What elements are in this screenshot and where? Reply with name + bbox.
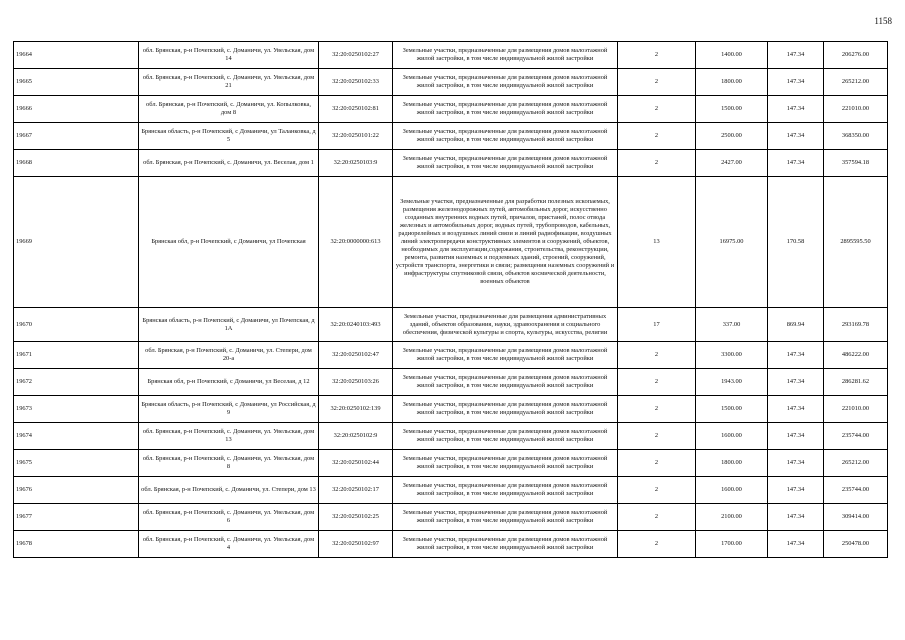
area-cell: 1500.00 [696,396,768,423]
rate-cell: 147.34 [768,123,824,150]
table-row [14,96,888,123]
cadastral-value-cell: 206276.00 [824,42,888,69]
rate-cell: 147.34 [768,342,824,369]
area-cell: 1600.00 [696,477,768,504]
table-row [14,123,888,150]
area-cell: 1700.00 [696,531,768,558]
cadastral-number-cell: 32:20:0250102:27 [319,42,393,69]
rate-cell: 147.34 [768,150,824,177]
row-number: 19672 [14,369,139,396]
cadastral-value-cell: 368350.00 [824,123,888,150]
cadastral-value-cell: 286281.62 [824,369,888,396]
cadastral-value-cell: 309414.00 [824,504,888,531]
area-cell: 337.00 [696,308,768,342]
table-row [14,423,888,450]
rate-cell: 147.34 [768,69,824,96]
row-number: 19665 [14,69,139,96]
area-cell: 1800.00 [696,450,768,477]
rate-cell: 147.34 [768,369,824,396]
land-use-cell: Земельные участки, предназначенные для размещения домов малоэтажной жилой застройки, в том числе индивидуальной жилой застройки [393,69,618,96]
address-cell: обл. Брянская, р-н Почепский, с. Доманичи, ул. Увельская, дом 6 [139,504,319,531]
table-row [14,531,888,558]
cadastral-number-cell: 32:20:0250102:81 [319,96,393,123]
cadastral-number-cell: 32:20:0250102:33 [319,69,393,96]
category-cell: 2 [618,504,696,531]
area-cell: 1600.00 [696,423,768,450]
table-row [14,177,888,308]
table-row [14,150,888,177]
cadastral-value-cell: 293169.78 [824,308,888,342]
land-use-cell: Земельные участки, предназначенные для размещения домов малоэтажной жилой застройки, в том числе индивидуальной жилой застройки [393,477,618,504]
cadastral-value-cell: 250478.00 [824,531,888,558]
address-cell: обл. Брянская, р-н Почепский, с. Доманичи, ул. Увельская, дом 14 [139,42,319,69]
table-row [14,308,888,342]
land-use-cell: Земельные участки, предназначенные для размещения домов малоэтажной жилой застройки, в том числе индивидуальной жилой застройки [393,150,618,177]
row-number: 19674 [14,423,139,450]
rate-cell: 147.34 [768,396,824,423]
category-cell: 2 [618,123,696,150]
rate-cell: 869.94 [768,308,824,342]
area-cell: 2500.00 [696,123,768,150]
row-number: 19669 [14,177,139,308]
area-cell: 16975.00 [696,177,768,308]
category-cell: 17 [618,308,696,342]
table-row [14,42,888,69]
land-use-cell: Земельные участки, предназначенные для размещения домов малоэтажной жилой застройки, в том числе индивидуальной жилой застройки [393,42,618,69]
rate-cell: 147.34 [768,96,824,123]
table-row [14,69,888,96]
category-cell: 2 [618,96,696,123]
address-cell: Брянская область, р-н Почепский, с Доманичи, ул Таланковка, д 5 [139,123,319,150]
row-number: 19667 [14,123,139,150]
row-number: 19673 [14,396,139,423]
cadastral-value-cell: 265212.00 [824,450,888,477]
row-number: 19671 [14,342,139,369]
cadastral-number-cell: 32:20:0250102:25 [319,504,393,531]
row-number: 19675 [14,450,139,477]
area-cell: 2427.00 [696,150,768,177]
table-row [14,369,888,396]
cadastral-number-cell: 32:20:0250102:139 [319,396,393,423]
cadastral-value-cell: 486222.00 [824,342,888,369]
cadastral-value-cell: 357594.18 [824,150,888,177]
address-cell: обл. Брянская, р-н Почепский, с. Доманичи, ул. Копылковка, дом 8 [139,96,319,123]
rate-cell: 147.34 [768,450,824,477]
row-number: 19677 [14,504,139,531]
rate-cell: 147.34 [768,504,824,531]
address-cell: Брянская область, р-н Почепский, с Доманичи, ул Российская, д 9 [139,396,319,423]
table-row [14,396,888,423]
area-cell: 3300.00 [696,342,768,369]
cadastral-number-cell: 32:20:0250102:9 [319,423,393,450]
address-cell: обл. Брянская, р-н Почепский, с. Доманичи, ул. Степери, дом 13 [139,477,319,504]
area-cell: 1400.00 [696,42,768,69]
address-cell: обл. Брянская, р-н Почепский, с. Доманичи, ул. Увельская, дом 8 [139,450,319,477]
area-cell: 1943.00 [696,369,768,396]
rate-cell: 147.34 [768,42,824,69]
category-cell: 2 [618,423,696,450]
cadastral-value-table [13,41,888,558]
land-use-cell: Земельные участки, предназначенные для размещения домов малоэтажной жилой застройки, в том числе индивидуальной жилой застройки [393,423,618,450]
row-number: 19670 [14,308,139,342]
land-use-cell: Земельные участки, предназначенные для размещения домов малоэтажной жилой застройки, в том числе индивидуальной жилой застройки [393,369,618,396]
cadastral-number-cell: 32:20:0250103:9 [319,150,393,177]
address-cell: обл. Брянская, р-н Почепский, с. Доманичи, ул. Веселая, дом 1 [139,150,319,177]
cadastral-value-cell: 2895595.50 [824,177,888,308]
cadastral-number-cell: 32:20:0250103:26 [319,369,393,396]
category-cell: 2 [618,450,696,477]
area-cell: 1500.00 [696,96,768,123]
table-row [14,504,888,531]
row-number: 19664 [14,42,139,69]
area-cell: 2100.00 [696,504,768,531]
cadastral-number-cell: 32:20:0250102:44 [319,450,393,477]
row-number: 19678 [14,531,139,558]
table-row [14,450,888,477]
area-cell: 1800.00 [696,69,768,96]
table-row [14,477,888,504]
land-use-cell: Земельные участки, предназначенные для размещения домов малоэтажной жилой застройки, в том числе индивидуальной жилой застройки [393,531,618,558]
page-number: 1158 [874,16,892,26]
rate-cell: 147.34 [768,477,824,504]
cadastral-number-cell: 32:20:0240103:493 [319,308,393,342]
address-cell: обл. Брянская, р-н Почепский, с. Доманичи, ул. Увельская, дом 13 [139,423,319,450]
land-use-cell: Земельные участки, предназначенные для размещения административных зданий, объектов образования, науки, здравоохранения и социального обеспечения, физической культуры и спорта, культуры, искусства, религии [393,308,618,342]
category-cell: 2 [618,531,696,558]
rate-cell: 170.58 [768,177,824,308]
address-cell: Брянская область, р-н Почепский, с Доманичи, ул Почепская, д 1А [139,308,319,342]
land-use-cell: Земельные участки, предназначенные для размещения домов малоэтажной жилой застройки, в том числе индивидуальной жилой застройки [393,342,618,369]
cadastral-value-cell: 235744.00 [824,477,888,504]
land-use-cell: Земельные участки, предназначенные для размещения домов малоэтажной жилой застройки, в том числе индивидуальной жилой застройки [393,504,618,531]
row-number: 19666 [14,96,139,123]
land-use-cell: Земельные участки, предназначенные для разработки полезных ископаемых, размещения железнодорожных путей, автомобильных дорог, искусственно созданных внутренних водных путей, причалов, пристаней, полос отвода железных и автомобильных дорог, водных путей, трубопроводов, кабельных, радиорелейных и воздушных линий связи и линий радиофикации, воздушных линий электропередачи конструктивных элементов и сооружений, объектов, необходимых для эксплуатации,содержания, строительства, реконструкции, ремонта, развития наземных и подземных зданий, строений, сооружений, устройств транспорта, энергетики и связи; размещения наземных сооружений и инфраструктуры спутниковой связи, объектов космической деятельности, военных объектов [393,177,618,308]
address-cell: обл. Брянская, р-н Почепский, с. Доманичи, ул. Увельская, дом 21 [139,69,319,96]
category-cell: 2 [618,396,696,423]
address-cell: Брянская обл, р-н Почепский, с Доманичи, ул Веселая, д 12 [139,369,319,396]
row-number: 19668 [14,150,139,177]
cadastral-number-cell: 32:20:0250101:22 [319,123,393,150]
row-number: 19676 [14,477,139,504]
address-cell: обл. Брянская, р-н Почепский, с. Доманичи, ул. Увельская, дом 4 [139,531,319,558]
cadastral-number-cell: 32:20:0000000:613 [319,177,393,308]
land-use-cell: Земельные участки, предназначенные для размещения домов малоэтажной жилой застройки, в том числе индивидуальной жилой застройки [393,450,618,477]
cadastral-value-cell: 265212.00 [824,69,888,96]
cadastral-number-cell: 32:20:0250102:47 [319,342,393,369]
land-use-cell: Земельные участки, предназначенные для размещения домов малоэтажной жилой застройки, в том числе индивидуальной жилой застройки [393,123,618,150]
land-use-cell: Земельные участки, предназначенные для размещения домов малоэтажной жилой застройки, в том числе индивидуальной жилой застройки [393,96,618,123]
address-cell: Брянская обл, р-н Почепский, с Доманичи, ул Почепская [139,177,319,308]
cadastral-value-cell: 221010.00 [824,396,888,423]
cadastral-number-cell: 32:20:0250102:17 [319,477,393,504]
rate-cell: 147.34 [768,423,824,450]
category-cell: 2 [618,150,696,177]
category-cell: 2 [618,42,696,69]
rate-cell: 147.34 [768,531,824,558]
category-cell: 13 [618,177,696,308]
cadastral-number-cell: 32:20:0250102:97 [319,531,393,558]
category-cell: 2 [618,69,696,96]
cadastral-value-cell: 235744.00 [824,423,888,450]
category-cell: 2 [618,342,696,369]
cadastral-value-cell: 221010.00 [824,96,888,123]
category-cell: 2 [618,477,696,504]
address-cell: обл. Брянская, р-н Почепский, с. Доманичи, ул. Степери, дом 20-а [139,342,319,369]
category-cell: 2 [618,369,696,396]
table-row [14,342,888,369]
land-use-cell: Земельные участки, предназначенные для размещения домов малоэтажной жилой застройки, в том числе индивидуальной жилой застройки [393,396,618,423]
